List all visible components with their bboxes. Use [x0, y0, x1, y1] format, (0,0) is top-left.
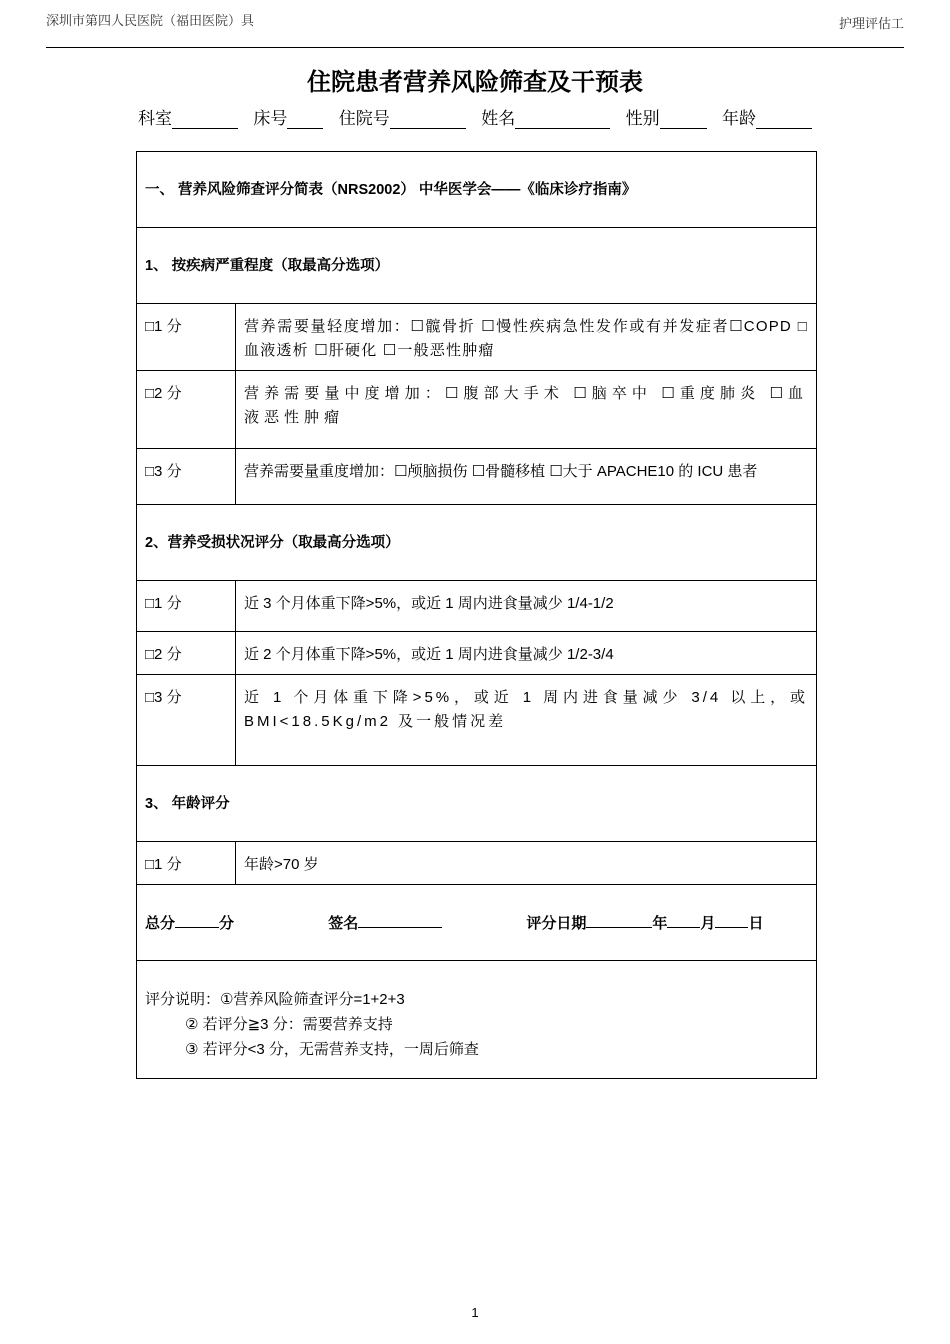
- table-row: [137, 675, 817, 766]
- date-label: 评分日期: [526, 914, 587, 932]
- page-number: 1: [471, 1305, 479, 1320]
- criteria-text: 近 3 个月体重下降>5%，或近 1 周内进食量减少 1/4-1/2: [236, 581, 817, 632]
- year-label: 年: [652, 914, 668, 932]
- note-line-2: ② 若评分≧3 分：需要营养支持: [185, 1016, 393, 1033]
- nrs2002-table: [136, 151, 817, 1079]
- table-row: [137, 842, 817, 885]
- notes-row: [137, 961, 817, 1079]
- section3-title: 3、 年龄评分: [137, 766, 817, 842]
- patient-info-line: [0, 104, 950, 129]
- section1-title: 1、 按疾病严重程度（取最高分选项）: [137, 228, 817, 304]
- field-admission-no[interactable]: [390, 110, 466, 129]
- header-hospital: 深圳市第四人民医院（福田医院）具: [46, 14, 255, 29]
- label-bed: 床号: [253, 109, 288, 129]
- score-checkbox[interactable]: □2 分: [137, 632, 236, 675]
- score-checkbox[interactable]: □1 分: [137, 581, 236, 632]
- year-field[interactable]: [586, 910, 652, 928]
- total-score-unit: 分: [219, 914, 235, 932]
- summary-row: [137, 885, 817, 961]
- label-gender: 性别: [625, 109, 660, 129]
- section1-header-row: [137, 228, 817, 304]
- day-label: 日: [748, 914, 764, 932]
- table-row: [137, 371, 817, 449]
- criteria-text: 营养需要量轻度增加：☐髋骨折 ☐慢性疾病急性发作或有并发症者☐COPD □血液透析 ☐肝硬化 ☐一般恶性肿瘤: [236, 304, 817, 371]
- table-row: [137, 449, 817, 505]
- section2-header-row: [137, 505, 817, 581]
- score-checkbox[interactable]: □1 分: [137, 304, 236, 371]
- signature-label: 签名: [328, 914, 359, 932]
- score-checkbox[interactable]: □2 分: [137, 371, 236, 449]
- total-score-field[interactable]: [175, 910, 219, 928]
- section0-title: 一、 营养风险筛查评分简表（NRS2002） 中华医学会——《临床诊疗指南》: [137, 152, 817, 228]
- label-admission-no: 住院号: [338, 109, 390, 129]
- field-department[interactable]: [172, 110, 238, 129]
- criteria-text: 近 1 个月体重下降>5%，或近 1 周内进食量减少 3/4 以上，或BMI<18.5Kg/m2 及一般情况差: [236, 675, 817, 766]
- criteria-text: 营养需要量中度增加：☐腹部大手术 ☐脑卒中 ☐重度肺炎 ☐血液恶性肿瘤: [236, 371, 817, 449]
- month-label: 月: [700, 914, 716, 932]
- field-gender[interactable]: [660, 110, 707, 129]
- section3-header-row: [137, 766, 817, 842]
- header-category: 护理评估工: [838, 17, 904, 32]
- field-name[interactable]: [515, 110, 610, 129]
- total-score-label: 总分: [145, 914, 176, 932]
- score-checkbox[interactable]: □3 分: [137, 675, 236, 766]
- score-checkbox[interactable]: □1 分: [137, 842, 236, 885]
- label-name: 姓名: [481, 109, 516, 129]
- section-header-row: [137, 152, 817, 228]
- form-title: 住院患者营养风险筛查及干预表: [307, 67, 643, 96]
- day-field[interactable]: [715, 910, 748, 928]
- criteria-text: 营养需要量重度增加：☐颅脑损伤 ☐骨髓移植 ☐大于 APACHE10 的 ICU 患者: [236, 449, 817, 505]
- note-line-1: 评分说明：①营养风险筛查评分=1+2+3: [145, 991, 405, 1008]
- field-age[interactable]: [756, 110, 812, 129]
- field-bed[interactable]: [287, 110, 323, 129]
- table-row: [137, 304, 817, 371]
- month-field[interactable]: [667, 910, 700, 928]
- criteria-text: 年龄>70 岁: [236, 842, 817, 885]
- score-checkbox[interactable]: □3 分: [137, 449, 236, 505]
- label-age: 年龄: [722, 109, 757, 129]
- note-line-3: ③ 若评分<3 分，无需营养支持，一周后筛查: [185, 1041, 479, 1058]
- table-row: [137, 581, 817, 632]
- header-divider: [46, 47, 904, 48]
- signature-field[interactable]: [358, 910, 442, 928]
- label-department: 科室: [137, 109, 172, 129]
- criteria-text: 近 2 个月体重下降>5%，或近 1 周内进食量减少 1/2-3/4: [236, 632, 817, 675]
- table-row: [137, 632, 817, 675]
- section2-title: 2、营养受损状况评分（取最高分选项）: [137, 505, 817, 581]
